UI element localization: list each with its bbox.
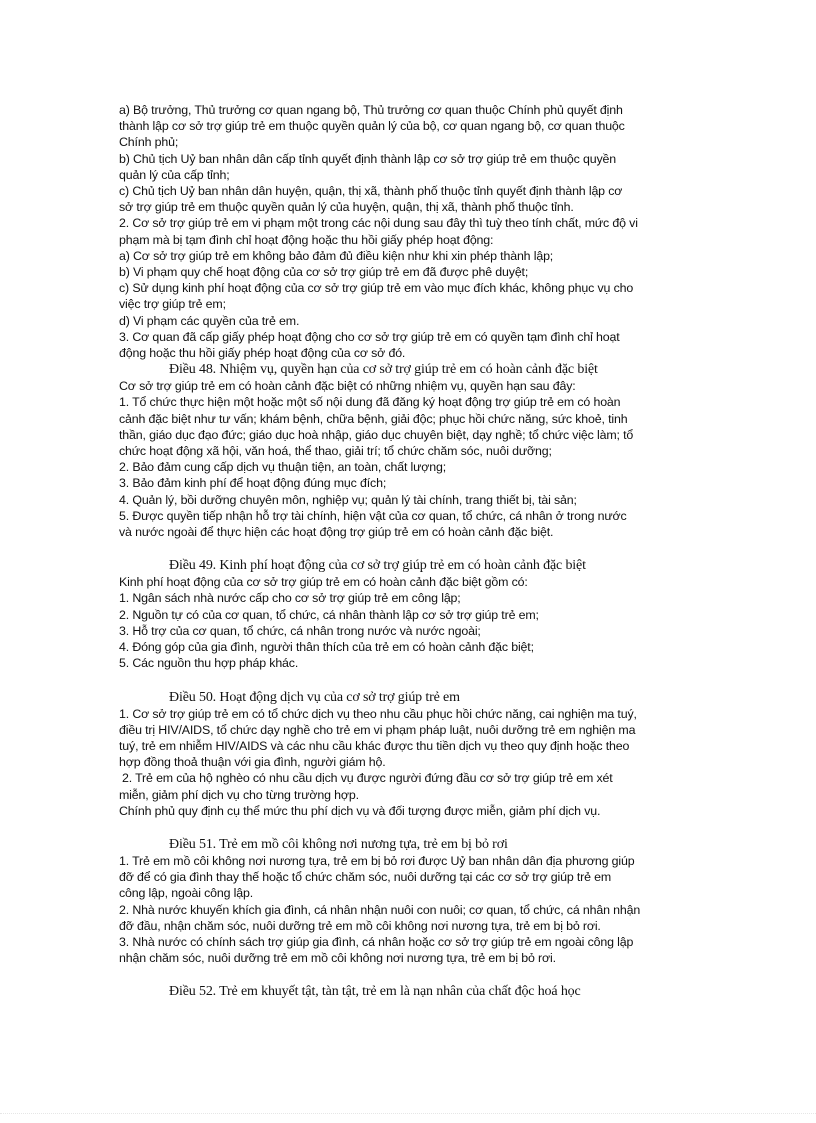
text-line: 2. Bảo đảm cung cấp dịch vụ thuận tiện, an toàn, chất lượng; bbox=[119, 460, 447, 475]
text-line: 2. Nhà nước khuyến khích gia đình, cá nhân nhận nuôi con nuôi; cơ quan, tổ chức, cá nhân nhận bbox=[119, 902, 641, 917]
text-line: b) Chủ tịch Uỷ ban nhân dân cấp tỉnh quyết định thành lập cơ sở trợ giúp trẻ em thuộc quyền bbox=[119, 151, 617, 166]
text-line: việc trợ giúp trẻ em; bbox=[119, 297, 226, 312]
document-page bbox=[119, 102, 699, 1000]
text-line: điều trị HIV/AIDS, tổ chức dạy nghề cho trẻ em vi phạm pháp luật, nuôi dưỡng trẻ em nghiện ma bbox=[119, 722, 636, 737]
text-line: Cơ sở trợ giúp trẻ em có hoàn cảnh đặc biệt có những nhiệm vụ, quyền hạn sau đây: bbox=[119, 379, 576, 394]
section-article-52 bbox=[119, 983, 699, 1000]
text-line: a) Bộ trưởng, Thủ trưởng cơ quan ngang bộ, Thủ trưởng cơ quan thuộc Chính phủ quyết định bbox=[119, 103, 623, 117]
article-48-heading: Điều 48. Nhiệm vụ, quyền hạn của cơ sở trợ giúp trẻ em có hoàn cảnh đặc biệt bbox=[169, 362, 598, 378]
text-line: c) Chủ tịch Uỷ ban nhân dân huyện, quận, thị xã, thành phố thuộc tỉnh quyết định thành lập cơ bbox=[119, 184, 623, 199]
text-line: 5. Các nguồn thu hợp pháp khác. bbox=[119, 656, 299, 671]
text-line: c) Sử dụng kinh phí hoạt động của cơ sở trợ giúp trẻ em vào mục đích khác, không phục vụ cho bbox=[119, 281, 634, 296]
article-50-heading: Điều 50. Hoạt động dịch vụ của cơ sở trợ giúp trẻ em bbox=[169, 689, 460, 705]
text-line: cảnh đặc biệt như tư vấn; khám bệnh, chữa bệnh, giải độc; phục hồi chức năng, sức khoẻ, tinh bbox=[119, 411, 628, 426]
section-article-48 bbox=[119, 361, 699, 540]
text-line: d) Vi phạm các quyền của trẻ em. bbox=[119, 313, 300, 328]
text-line: 3. Bảo đảm kinh phí để hoạt động đúng mục đích; bbox=[119, 476, 387, 491]
text-line: 3. Hỗ trợ của cơ quan, tổ chức, cá nhân trong nước và nước ngoài; bbox=[119, 623, 481, 638]
text-line: 1. Ngân sách nhà nước cấp cho cơ sở trợ giúp trẻ em công lập; bbox=[119, 591, 461, 606]
text-line: 2. Trẻ em của hộ nghèo có nhu cầu dịch vụ được người đứng đầu cơ sở trợ giúp trẻ em xét bbox=[122, 771, 613, 786]
text-line: tuý, trẻ em nhiễm HIV/AIDS và các nhu cầu khác được thu tiền dịch vụ theo quy định hoặc theo bbox=[119, 738, 630, 753]
text-line: 3. Nhà nước có chính sách trợ giúp gia đình, cá nhân hoặc cơ sở trợ giúp trẻ em ngoài công lập bbox=[119, 934, 634, 949]
text-line: chức hoạt động xã hội, văn hoá, thể thao, giải trí; tổ chức chăm sóc, nuôi dưỡng; bbox=[119, 444, 552, 459]
text-line: Kinh phí hoạt động của cơ sở trợ giúp trẻ em có hoàn cảnh đặc biệt gồm có: bbox=[119, 575, 528, 590]
article-49-heading: Điều 49. Kinh phí hoạt động của cơ sở trợ giúp trẻ em có hoàn cảnh đặc biệt bbox=[169, 558, 586, 574]
text-line: 3. Cơ quan đã cấp giấy phép hoạt động cho cơ sở trợ giúp trẻ em có quyền tạm đình chỉ hoạt bbox=[119, 329, 620, 344]
text-line: thành lập cơ sở trợ giúp trẻ em thuộc quyền quản lý của bộ, cơ quan ngang bộ, cơ quan thuộc bbox=[119, 119, 625, 134]
section-article-47-continued bbox=[119, 102, 699, 361]
text-line: miễn, giảm phí dịch vụ cho từng trường hợp. bbox=[119, 787, 359, 802]
page-bottom-divider bbox=[0, 1113, 816, 1114]
section-article-49 bbox=[119, 557, 699, 671]
text-line: b) Vi phạm quy chế hoạt động của cơ sở trợ giúp trẻ em đã được phê duyệt; bbox=[119, 265, 529, 280]
section-article-50 bbox=[119, 689, 699, 819]
text-line: 2. Cơ sở trợ giúp trẻ em vi phạm một trong các nội dung sau đây thì tuỳ theo tính chất, mức độ vi bbox=[119, 216, 638, 231]
text-line: sở trợ giúp trẻ em thuộc quyền quản lý của huyện, quận, thị xã, thành phố thuộc tỉnh. bbox=[119, 200, 574, 215]
text-line: 4. Đóng góp của gia đình, người thân thích của trẻ em có hoàn cảnh đặc biệt; bbox=[119, 640, 534, 655]
text-line: và nước ngoài để thực hiện các hoạt động trợ giúp trẻ em có hoàn cảnh đặc biệt. bbox=[119, 525, 554, 540]
text-line: 5. Được quyền tiếp nhận hỗ trợ tài chính, hiện vật của cơ quan, tổ chức, cá nhân ở trong nước bbox=[119, 508, 627, 523]
text-line: đỡ để có gia đình thay thế hoặc tổ chức chăm sóc, nuôi dưỡng tại các cơ sở trợ giúp trẻ em bbox=[119, 870, 612, 885]
text-line: Chính phủ quy định cụ thể mức thu phí dịch vụ và đối tượng được miễn, giảm phí dịch vụ. bbox=[119, 803, 601, 818]
text-line: phạm mà bị tạm đình chỉ hoạt động hoặc thu hồi giấy phép hoạt động: bbox=[119, 232, 494, 247]
text-line: 1. Cơ sở trợ giúp trẻ em có tổ chức dịch vụ theo nhu cầu phục hồi chức năng, cai nghiện ma tuý, bbox=[119, 706, 637, 721]
text-line: a) Cơ sở trợ giúp trẻ em không bảo đảm đủ điều kiện như khi xin phép thành lập; bbox=[119, 248, 554, 263]
section-article-51 bbox=[119, 836, 699, 966]
article-51-heading: Điều 51. Trẻ em mồ côi không nơi nương tựa, trẻ em bị bỏ rơi bbox=[169, 836, 508, 852]
text-line: nhận chăm sóc, nuôi dưỡng trẻ em mồ côi không nơi nương tựa, trẻ em bị bỏ rơi. bbox=[119, 951, 556, 966]
text-line: 2. Nguồn tự có của cơ quan, tổ chức, cá nhân thành lập cơ sở trợ giúp trẻ em; bbox=[119, 607, 539, 622]
text-line: thần, giáo dục đạo đức; giáo dục hoà nhập, giáo dục chuyên biệt, dạy nghề; tổ chức việc làm; tổ bbox=[119, 427, 634, 442]
text-line: động hoặc thu hồi giấy phép hoạt động của cơ sở đó. bbox=[119, 346, 406, 361]
article-52-heading: Điều 52. Trẻ em khuyết tật, tàn tật, trẻ em là nạn nhân của chất độc hoá học bbox=[169, 984, 581, 1000]
text-line: đỡ đầu, nhận chăm sóc, nuôi dưỡng trẻ em mồ côi không nơi nương tựa, trẻ em bị bỏ rơi. bbox=[119, 918, 601, 933]
text-line: quản lý của cấp tỉnh; bbox=[119, 167, 230, 182]
text-line: 1. Trẻ em mồ côi không nơi nương tựa, trẻ em bị bỏ rơi được Uỷ ban nhân dân địa phương giúp bbox=[119, 853, 635, 868]
text-line: Chính phủ; bbox=[119, 135, 179, 150]
text-line: 4. Quản lý, bồi dưỡng chuyên môn, nghiệp vụ; quản lý tài chính, trang thiết bị, tài sản; bbox=[119, 492, 577, 507]
text-line: 1. Tổ chức thực hiện một hoặc một số nội dung đã đăng ký hoạt động trợ giúp trẻ em có hoàn bbox=[119, 395, 621, 410]
text-line: hợp đồng thoả thuận với gia đình, người giám hộ. bbox=[119, 755, 386, 770]
text-line: công lập, ngoài công lập. bbox=[119, 886, 254, 901]
